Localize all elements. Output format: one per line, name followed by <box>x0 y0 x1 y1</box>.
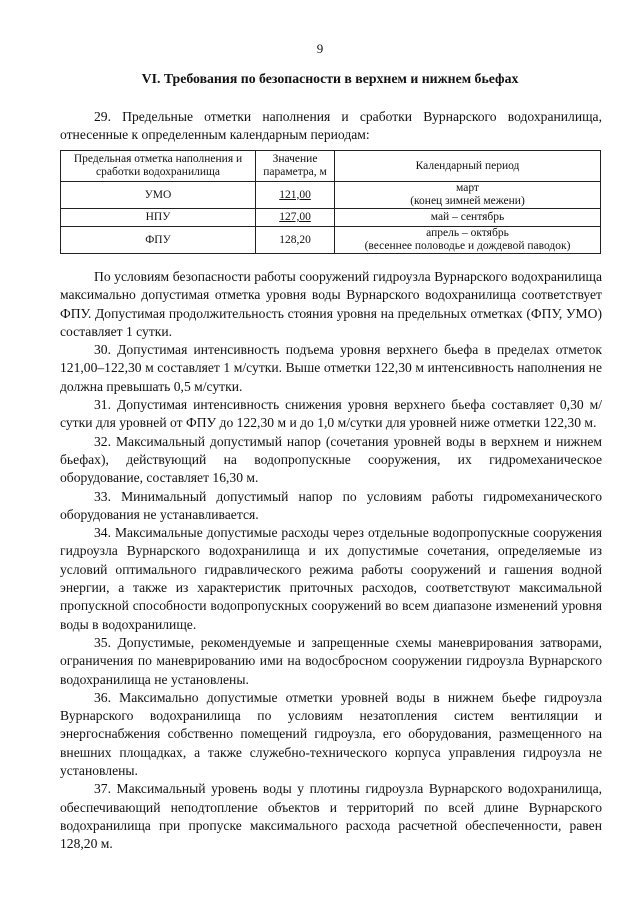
paragraph-37: 37. Максимальный уровень воды у плотины гидроузла Вурнарского водохранилища, обеспечивающий неподтопление объектов и территорий по всей длине Вурнарского водохранилища при пропуске максимального расхода расчетной обеспеченности, равен 128,20 м. <box>60 781 602 852</box>
body-text <box>60 268 602 854</box>
cell-value: 128,20 <box>256 227 335 254</box>
paragraph: По условиям безопасности работы сооружений гидроузла Вурнарского водохранилища максимально допустимая отметка уровня воды Вурнарского водохранилища соответствует ФПУ. Допустимая продолжительность стояния уровня на предельных отметках (ФПУ, УМО) составляет 1 сутки. <box>60 269 602 339</box>
paragraph-35: 35. Допустимые, рекомендуемые и запрещенные схемы маневрирования затворами, ограничения по маневрированию ими на водосбросном сооружении гидроузла Вурнарского водохранилища не установлены. <box>60 634 602 687</box>
period-note: (конец зимней межени) <box>410 195 525 207</box>
header-value: Значение параметра, м <box>256 151 335 182</box>
water-level-table <box>60 150 601 254</box>
paragraph-33: 33. Минимальный допустимый напор по условиям работы гидромеханического оборудования не устанавливается. <box>60 488 602 522</box>
period-note: (весеннее половодье и дождевой паводок) <box>364 240 571 252</box>
paragraph-32: 32. Максимальный допустимый напор (сочетания уровней воды в верхнем и нижнем бьефах), действующий на водопропускные сооружения, их гидромеханическое оборудование, составляет 16,30 м. <box>60 433 602 486</box>
cell-period <box>335 182 601 209</box>
paragraph-30: 30. Допустимая интенсивность подъема уровня верхнего бьефа в пределах отметок 121,00–122,30 м составляет 1 м/сутки. Выше отметки 122,30 м интенсивность наполнения не должна превышать 0,5 м/сутки. <box>60 342 602 394</box>
cell-mark: ФПУ <box>61 227 256 254</box>
paragraph-29: 29. Предельные отметки наполнения и сработки Вурнарского водохранилища, отнесенные к определенным календарным периодам: <box>60 109 602 143</box>
table-row <box>61 227 601 254</box>
intro-block <box>60 108 602 145</box>
table-header-row <box>61 151 601 182</box>
section-heading: VI. Требования по безопасности в верхнем и нижнем бьефах <box>141 71 519 86</box>
cell-period <box>335 209 601 227</box>
cell-mark: НПУ <box>61 209 256 227</box>
paragraph-34: 34. Максимальные допустимые расходы через отдельные водопропускные сооружения гидроузла Вурнарского водохранилища и их допустимые сочетания, определяемые из условий оптимального гидравлического режима работы сооружений и гашения водной энергии, а также из характеристик приточных расходов, соответствуют максимальной пропускной способности водопропускных сооружений во всем диапазоне изменений уровня воды в водохранилище. <box>60 525 602 632</box>
period-line: май – сентябрь <box>430 211 505 223</box>
table-row <box>61 182 601 209</box>
header-period: Календарный период <box>335 151 601 182</box>
page-number: 9 <box>316 41 324 56</box>
period-line: апрель – октябрь <box>426 227 509 239</box>
header-mark: Предельная отметка наполнения и сработки водохранилища <box>61 151 256 182</box>
paragraph-36: 36. Максимально допустимые отметки уровней воды в нижнем бьефе гидроузла Вурнарского водохранилища по условиям незатопления систем вентиляции и энергоснабжения собственно помещений гидроузла, его оборудования, размещенного на внешних площадках, а также служебно-технического корпуса управления гидроузла не установлены. <box>60 689 602 779</box>
cell-value: 121,00 <box>256 182 335 209</box>
period-line: март <box>456 182 479 194</box>
table-row <box>61 209 601 227</box>
paragraph-31: 31. Допустимая интенсивность снижения уровня верхнего бьефа составляет 0,30 м/сутки для уровней от ФПУ до 122,30 м и до 1,0 м/сутки для уровней ниже отметки 122,30 м. <box>60 397 602 431</box>
cell-mark: УМО <box>61 182 256 209</box>
cell-value: 127,00 <box>256 209 335 227</box>
cell-period <box>335 227 601 254</box>
